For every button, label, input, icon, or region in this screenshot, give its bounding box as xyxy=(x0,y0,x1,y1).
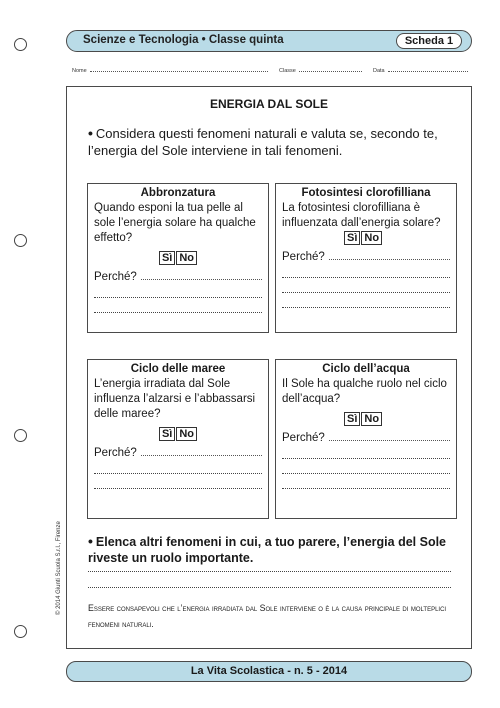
box-question: La fotosintesi clorofilliana è influenzata dall’energia solare? xyxy=(282,202,441,229)
worksheet-frame xyxy=(66,86,472,649)
learning-goal-note: Essere consapevoli che l’energia irradiata dal Sole interviene o è la causa principale di molteplici fenomeni naturali. xyxy=(88,603,447,629)
date-field[interactable] xyxy=(373,68,468,74)
box-title: Abbronzatura xyxy=(140,187,216,199)
why-row xyxy=(88,441,268,459)
no-option[interactable]: No xyxy=(361,412,382,426)
header-title: Scienze e Tecnologia • Classe quinta xyxy=(83,34,284,46)
answer-line[interactable] xyxy=(94,298,262,313)
intro-label: Considera questi fenomeni naturali e valuta se, secondo te, l’energia del Sole interviene in tali fenomeni. xyxy=(88,126,438,158)
why-row xyxy=(88,265,268,283)
class-label: Classe xyxy=(279,68,296,74)
no-option[interactable]: No xyxy=(176,251,197,265)
bullet-icon: • xyxy=(88,533,93,549)
binder-hole xyxy=(14,234,27,247)
name-label: Nome xyxy=(72,68,87,74)
name-line[interactable] xyxy=(90,68,268,72)
answer-line[interactable] xyxy=(282,444,450,459)
yes-option[interactable]: Sì xyxy=(159,251,175,265)
why-row xyxy=(276,245,456,263)
why-label: Perché? xyxy=(282,251,325,263)
answer-line[interactable] xyxy=(282,278,450,293)
phenomenon-box xyxy=(87,183,269,333)
answer-line[interactable] xyxy=(141,272,262,280)
yes-no-choice xyxy=(88,251,268,265)
sheet-label: Scheda 1 xyxy=(396,33,462,49)
answer-line[interactable] xyxy=(329,433,450,441)
intro-text xyxy=(88,125,447,159)
header-bar xyxy=(66,30,472,52)
binder-hole xyxy=(14,38,27,51)
yes-no-choice xyxy=(276,412,456,426)
box-title: Ciclo delle maree xyxy=(130,363,226,375)
phenomenon-box xyxy=(275,183,457,333)
box-question: Quando esponi la tua pelle al sole l’energia solare ha qualche effetto? xyxy=(94,202,256,244)
answer-line[interactable] xyxy=(141,448,262,456)
binder-hole xyxy=(14,429,27,442)
why-label: Perché? xyxy=(282,432,325,444)
answer-line[interactable] xyxy=(88,587,451,588)
answer-line[interactable] xyxy=(282,293,450,308)
answer-line[interactable] xyxy=(282,474,450,489)
answer-line[interactable] xyxy=(94,459,262,474)
no-option[interactable]: No xyxy=(361,231,382,245)
why-label: Perché? xyxy=(94,447,137,459)
box-question: L’energia irradiata dal Sole influenza l’alzarsi e l’abbassarsi delle maree? xyxy=(94,378,256,420)
date-label: Data xyxy=(373,68,385,74)
binder-hole xyxy=(14,625,27,638)
box-question: Il Sole ha qualche ruolo nel ciclo dell’acqua? xyxy=(282,378,447,405)
bullet-icon: • xyxy=(88,125,93,141)
box-title: Fotosintesi clorofilliana xyxy=(301,187,431,199)
answer-line[interactable] xyxy=(94,474,262,489)
phenomenon-box xyxy=(87,359,269,519)
why-row xyxy=(276,426,456,444)
name-field[interactable] xyxy=(72,68,268,74)
phenomenon-box xyxy=(275,359,457,519)
no-option[interactable]: No xyxy=(176,427,197,441)
class-line[interactable] xyxy=(299,68,362,72)
yes-option[interactable]: Sì xyxy=(159,427,175,441)
answer-line[interactable] xyxy=(282,263,450,278)
yes-option[interactable]: Sì xyxy=(344,412,360,426)
answer-line[interactable] xyxy=(94,283,262,298)
answer-line[interactable] xyxy=(282,459,450,474)
yes-no-choice xyxy=(88,427,268,441)
list-prompt xyxy=(88,533,447,566)
answer-line[interactable] xyxy=(329,252,450,260)
yes-no-choice xyxy=(276,231,456,245)
yes-option[interactable]: Sì xyxy=(344,231,360,245)
date-line[interactable] xyxy=(388,68,468,72)
copyright-text: © 2014 Giunti Scuola S.r.l., Firenze xyxy=(56,521,62,615)
footer-bar: La Vita Scolastica - n. 5 - 2014 xyxy=(66,661,472,682)
why-label: Perché? xyxy=(94,271,137,283)
class-field[interactable] xyxy=(279,68,362,74)
box-title: Ciclo dell’acqua xyxy=(322,363,410,375)
answer-line[interactable] xyxy=(88,571,451,572)
list-prompt-label: Elenca altri fenomeni in cui, a tuo parere, l’energia del Sole riveste un ruolo importante. xyxy=(88,535,447,565)
page-title: ENERGIA DAL SOLE xyxy=(209,97,328,111)
